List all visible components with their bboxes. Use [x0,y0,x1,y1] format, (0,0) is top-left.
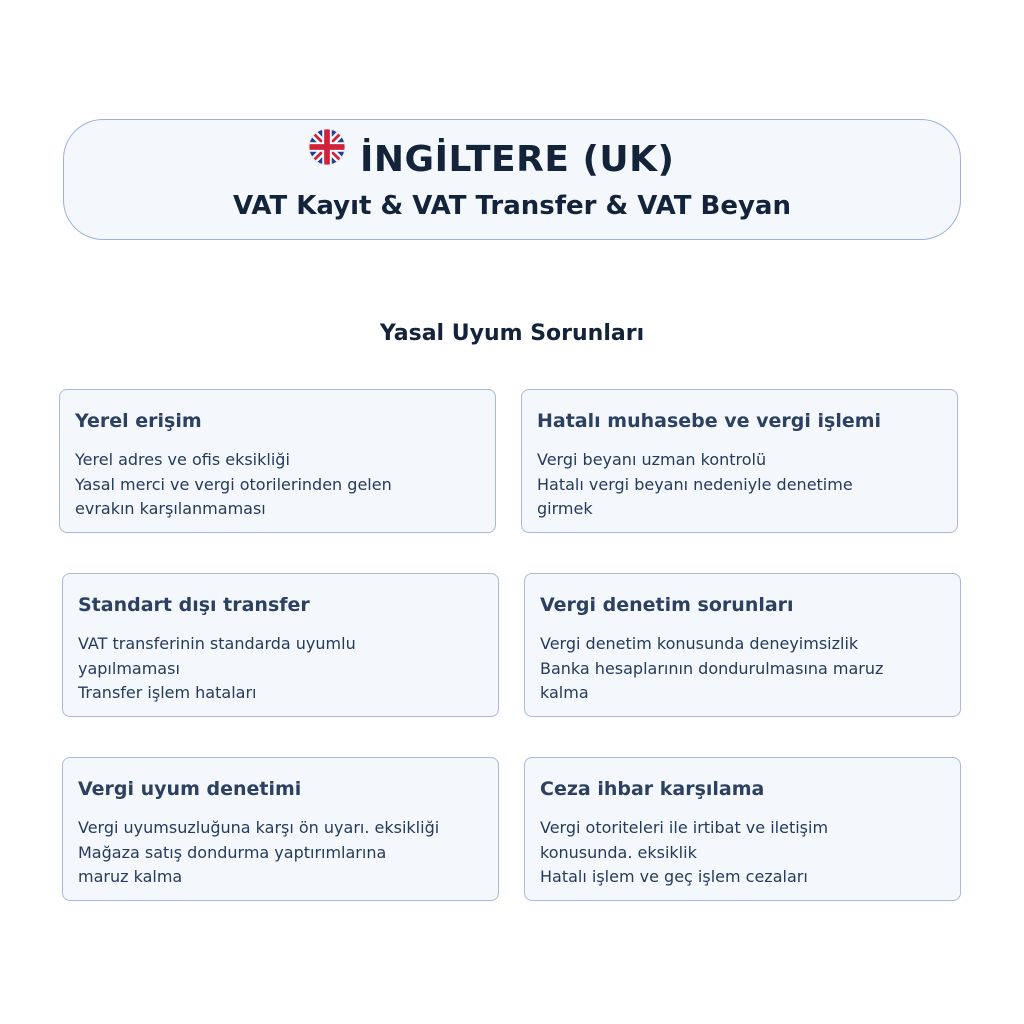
card-body [537,448,942,522]
card-title: Vergi uyum denetimi [78,778,302,800]
card-line: Yasal merci ve vergi otorilerinden gelen [75,474,392,494]
card-line: Hatalı işlem ve geç işlem cezaları [540,867,808,886]
card-line: Yerel adres ve ofis eksikliği [75,450,290,469]
issue-card-nonstandard-transfer [62,573,499,717]
card-line: Vergi beyanı uzman kontrolü [537,450,767,469]
card-title: Vergi denetim sorunları [540,594,794,616]
card-line: yapılmaması [78,658,180,678]
card-line: evrakın karşılanmaması [75,499,266,518]
issue-card-accounting-errors [521,389,958,533]
card-line: maruz kalma [78,867,183,886]
card-body [540,816,945,890]
issue-card-local-access [59,389,496,533]
card-body [75,448,480,522]
card-line: Vergi uyumsuzluğuna karşı ön uyarı. eksikliği [78,818,440,837]
card-line: Mağaza satış dondurma yaptırımlarına [78,842,387,862]
issue-card-penalty-notice [524,757,961,901]
card-title: Yerel erişim [75,410,202,432]
card-body [78,816,483,890]
card-title: Standart dışı transfer [78,594,310,616]
card-line: kalma [540,683,589,702]
card-line: Hatalı vergi beyanı nedeniyle denetime [537,474,853,494]
card-line: Banka hesaplarının dondurulmasına maruz [540,658,884,678]
card-body [540,632,945,706]
card-line: konusunda. eksiklik [540,842,697,862]
card-title: Hatalı muhasebe ve vergi işlemi [537,410,882,432]
uk-flag-icon [308,128,346,166]
card-line: girmek [537,499,593,518]
card-line: VAT transferinin standarda uyumlu [78,634,356,653]
page-title: İNGİLTERE (UK) [360,139,675,180]
card-line: Vergi otoriteleri ile irtibat ve iletişim [540,818,829,837]
page-subtitle: VAT Kayıt & VAT Transfer & VAT Beyan [233,191,791,221]
card-line: Vergi denetim konusunda deneyimsizlik [540,634,859,653]
card-body [78,632,483,706]
issue-card-tax-compliance [62,757,499,901]
card-line: Transfer işlem hataları [78,683,257,702]
issue-card-tax-audit [524,573,961,717]
section-title: Yasal Uyum Sorunları [379,321,645,346]
card-title: Ceza ihbar karşılama [540,778,765,800]
